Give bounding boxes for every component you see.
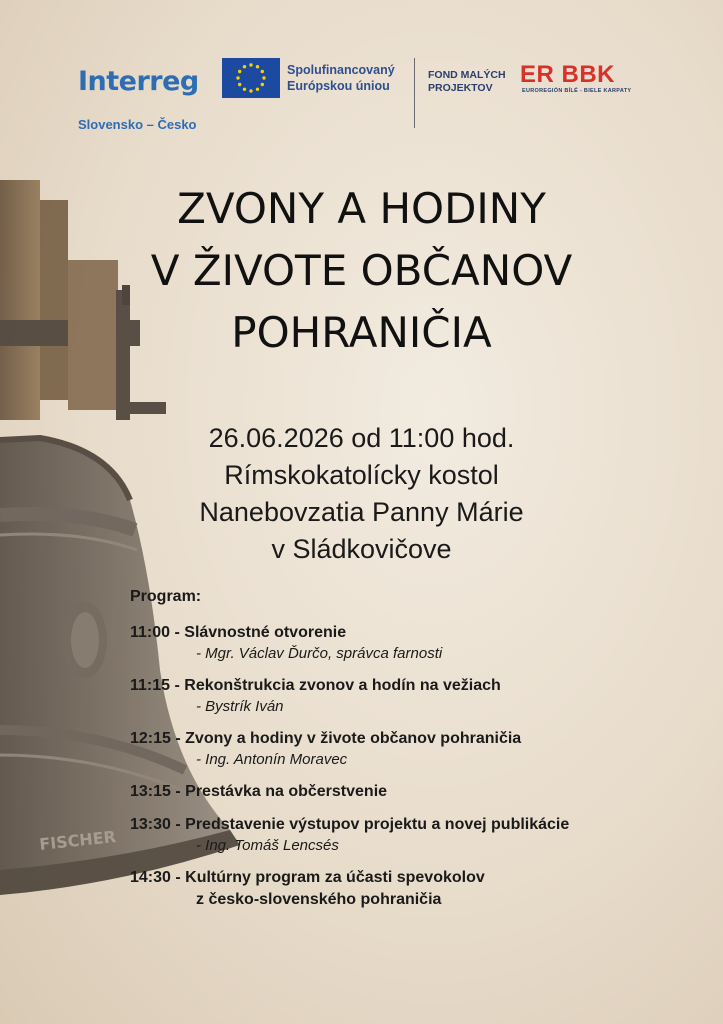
- program-item-heading: 12:15 - Zvony a hodiny v živote občanov pohraničia: [130, 730, 522, 747]
- program-list: [130, 622, 690, 922]
- event-title: [0, 178, 723, 364]
- fmp-line1: FOND MALÝCH: [428, 69, 506, 81]
- fmp-logo-text: [428, 69, 506, 95]
- program-item-heading: 13:15 - Prestávka na občerstvenie: [130, 783, 388, 800]
- program-item-heading: 14:30 - Kultúrny program za účasti spevokolov: [130, 869, 485, 886]
- program-title-continuation: z česko-slovenského pohraničia: [196, 891, 442, 908]
- program-item: [130, 867, 690, 911]
- program-time: 13:15: [130, 783, 171, 800]
- logo-divider: [414, 58, 415, 128]
- program-item: [130, 728, 690, 770]
- title-line1: ZVONY A HODINY: [177, 184, 546, 233]
- eu-cofinancing-text: [287, 62, 395, 94]
- event-datetime: 26.06.2026 od 11:00 hod.: [208, 423, 515, 453]
- erbbk-subtitle: EUROREGIÓN BÍLÉ - BIELE KARPATY: [522, 88, 632, 94]
- program-item-heading: 13:30 - Predstavenie výstupov projektu a novej publikácie: [130, 816, 570, 833]
- program-speaker: - Ing. Antonín Moravec: [196, 751, 348, 768]
- title-line2: V ŽIVOTE OBČANOV: [150, 246, 573, 295]
- program-time: 14:30: [130, 869, 171, 886]
- program-speaker: - Bystrík Iván: [196, 698, 284, 715]
- eu-text-line1: Spolufinancovaný: [287, 63, 395, 77]
- interreg-subtitle: Slovensko – Česko: [78, 117, 197, 132]
- program-time: 12:15: [130, 730, 171, 747]
- fmp-line2: PROJEKTOV: [428, 82, 493, 94]
- interreg-logo: Interreg: [78, 66, 199, 97]
- program-title: Predstavenie výstupov projektu a novej publikácie: [185, 816, 570, 833]
- program-item: [130, 781, 690, 803]
- program-title: Kultúrny program za účasti spevokolov: [185, 869, 485, 886]
- eu-flag-icon: [222, 58, 280, 98]
- program-label: Program:: [130, 588, 202, 605]
- program-title: Zvony a hodiny v živote občanov pohraničia: [185, 730, 522, 747]
- title-line3: POHRANIČIA: [231, 308, 492, 357]
- venue-line1: Rímskokatolícky kostol: [224, 460, 499, 490]
- logo-bar: [0, 0, 723, 140]
- event-details: [0, 420, 723, 568]
- venue-line2: Nanebovzatia Panny Márie: [199, 497, 524, 527]
- program-speaker: - Mgr. Václav Ďurčo, správca farnosti: [196, 645, 443, 662]
- program-speaker: - Ing. Tomáš Lencsés: [196, 837, 339, 854]
- program-item-heading: 11:15 - Rekonštrukcia zvonov a hodín na vežiach: [130, 677, 501, 694]
- program-time: 11:15: [130, 677, 171, 694]
- bell-inscription: FISCHER: [38, 827, 117, 854]
- program-item-heading: 11:00 - Slávnostné otvorenie: [130, 624, 347, 641]
- eu-text-line2: Európskou úniou: [287, 79, 390, 93]
- program-title: Slávnostné otvorenie: [184, 624, 347, 641]
- program-item: [130, 675, 690, 717]
- erbbk-logo: ER BBK: [520, 61, 616, 88]
- venue-line3: v Sládkovičove: [271, 534, 452, 564]
- program-title: Prestávka na občerstvenie: [185, 783, 388, 800]
- program-title: Rekonštrukcia zvonov a hodín na vežiach: [184, 677, 501, 694]
- program-item: [130, 814, 690, 856]
- program-item: [130, 622, 690, 664]
- program-time: 11:00: [130, 624, 171, 641]
- program-time: 13:30: [130, 816, 171, 833]
